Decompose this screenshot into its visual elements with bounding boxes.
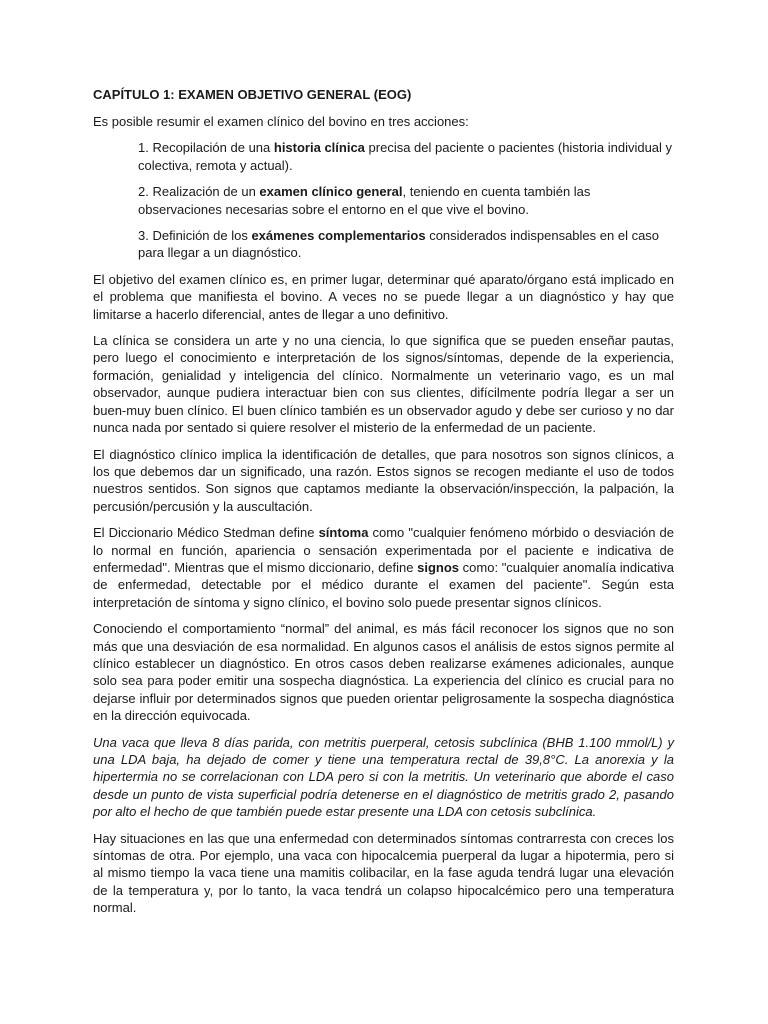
action-item-2 (93, 183, 674, 218)
normal-behavior-paragraph: Conociendo el comportamiento “normal” del animal, es más fácil reconocer los signos que no son más que una desviación de esa normalidad. En algunos casos el análisis de estos signos permite al clínico establecer un diagnóstico. En otros casos deben realizarse exámenes adicionales, aunque solo sea para poder emitir una sospecha diagnóstica. La experiencia del clínico es crucial para no dejarse influir por determinados signos que pueden orientar peligrosamente la sospecha diagnóstica en la dirección equivocada. (93, 621, 674, 724)
action-text: , teniendo en cuenta también las observaciones necesarias sobre el entorno en el que vive el bovino. (138, 184, 591, 217)
action-text: 2. Realización de un (138, 184, 260, 200)
intro-paragraph: Es posible resumir el examen clínico del bovino en tres acciones: (93, 114, 469, 129)
action-bold-term: exámenes complementarios (251, 228, 426, 244)
paragraph-text: El Diccionario Médico Stedman define (93, 525, 319, 541)
diagnosis-paragraph: El diagnóstico clínico implica la identificación de detalles, que para nosotros son signos clínicos, a los que debemos dar un significado, una razón. Estos signos se recogen mediante el uso de todos nuestros sentidos. Son signos que captamos mediante la observación/inspección, la palpación, la percusión/percusión y la auscultación. (93, 446, 674, 514)
art-paragraph: La clínica se considera un arte y no una ciencia, lo que significa que se pueden enseñar pautas, pero luego el conocimiento e interpretación de los signos/síntomas, depende de la experiencia, formación, genialidad y inteligencia del clínico. Normalmente un veterinario vago, es un mal observador, aunque pudiera interactuar bien con sus clientes, difícilmente podría llegar a ser un buen-muy buen clínico. El buen clínico también es un observador agudo y debe ser curioso y no dar nunca nada por sentado si quiere resolver el misterio de la enfermedad de un paciente. (93, 333, 674, 436)
situations-paragraph: Hay situaciones en las que una enfermedad con determinados síntomas contrarresta con creces los síntomas de otra. Por ejemplo, una vaca con hipocalcemia puerperal da lugar a hipotermia, pero si al mismo tiempo la vaca tiene una mamitis colibacilar, en la fase aguda tendrá lugar una elevación de la temperatura y, por lo tanto, la vaca tendrá un colapso hipocalcémico pero una temperatura normal. (93, 830, 674, 916)
stedman-paragraph (93, 524, 674, 611)
action-text: 1. Recopilación de una (138, 140, 274, 156)
action-item-3 (93, 227, 674, 262)
bold-term-sintoma: síntoma (318, 525, 369, 541)
clinical-example-paragraph: Una vaca que lleva 8 días parida, con metritis puerperal, cetosis subclínica (BHB 1.100 mmol/L) y una LDA baja, ha dejado de comer y tiene una temperatura rectal de 39,8°C. La anorexia y la hipertermia no se correlacionan con LDA pero si con la metritis. Un veterinario que aborde el caso desde un punto de vista superficial podría detenerse en el diagnóstico de metritis grado 2, pasando por alto el hecho de que también puede estar presente una LDA con cetosis subclínica. (93, 734, 674, 820)
action-bold-term: historia clínica (273, 140, 365, 156)
action-item-1 (93, 139, 674, 174)
document-page (93, 86, 674, 926)
action-bold-term: examen clínico general (259, 184, 403, 200)
paragraph-text: como "cualquier fenómeno mórbido o desviación de lo normal en función, apariencia o sensación experimentada por el paciente e indicativa de enfermedad". Mientras que el mismo diccionario, define (93, 525, 674, 575)
action-text: precisa del paciente o pacientes (historia individual y colectiva, remota y actual). (138, 140, 673, 173)
action-text: considerados indispensables en el caso para llegar a un diagnóstico. (138, 228, 660, 261)
action-text: 3. Definición de los (138, 228, 252, 244)
paragraph-text: como: "cualquier anomalía indicativa de enfermedad, detectable por el médico durante el examen del paciente". Según esta interpretación de síntoma y signo clínico, el bovino solo puede presentar signos clínicos. (93, 559, 674, 610)
chapter-title: CAPÍTULO 1: EXAMEN OBJETIVO GENERAL (EOG) (93, 87, 412, 102)
bold-term-signos: signos (417, 559, 460, 575)
objective-paragraph: El objetivo del examen clínico es, en primer lugar, determinar qué aparato/órgano está implicado en el problema que manifiesta el bovino. A veces no se puede llegar a un diagnóstico y hay que limitarse a hacerlo diferencial, antes de llegar a uno definitivo. (93, 271, 674, 322)
